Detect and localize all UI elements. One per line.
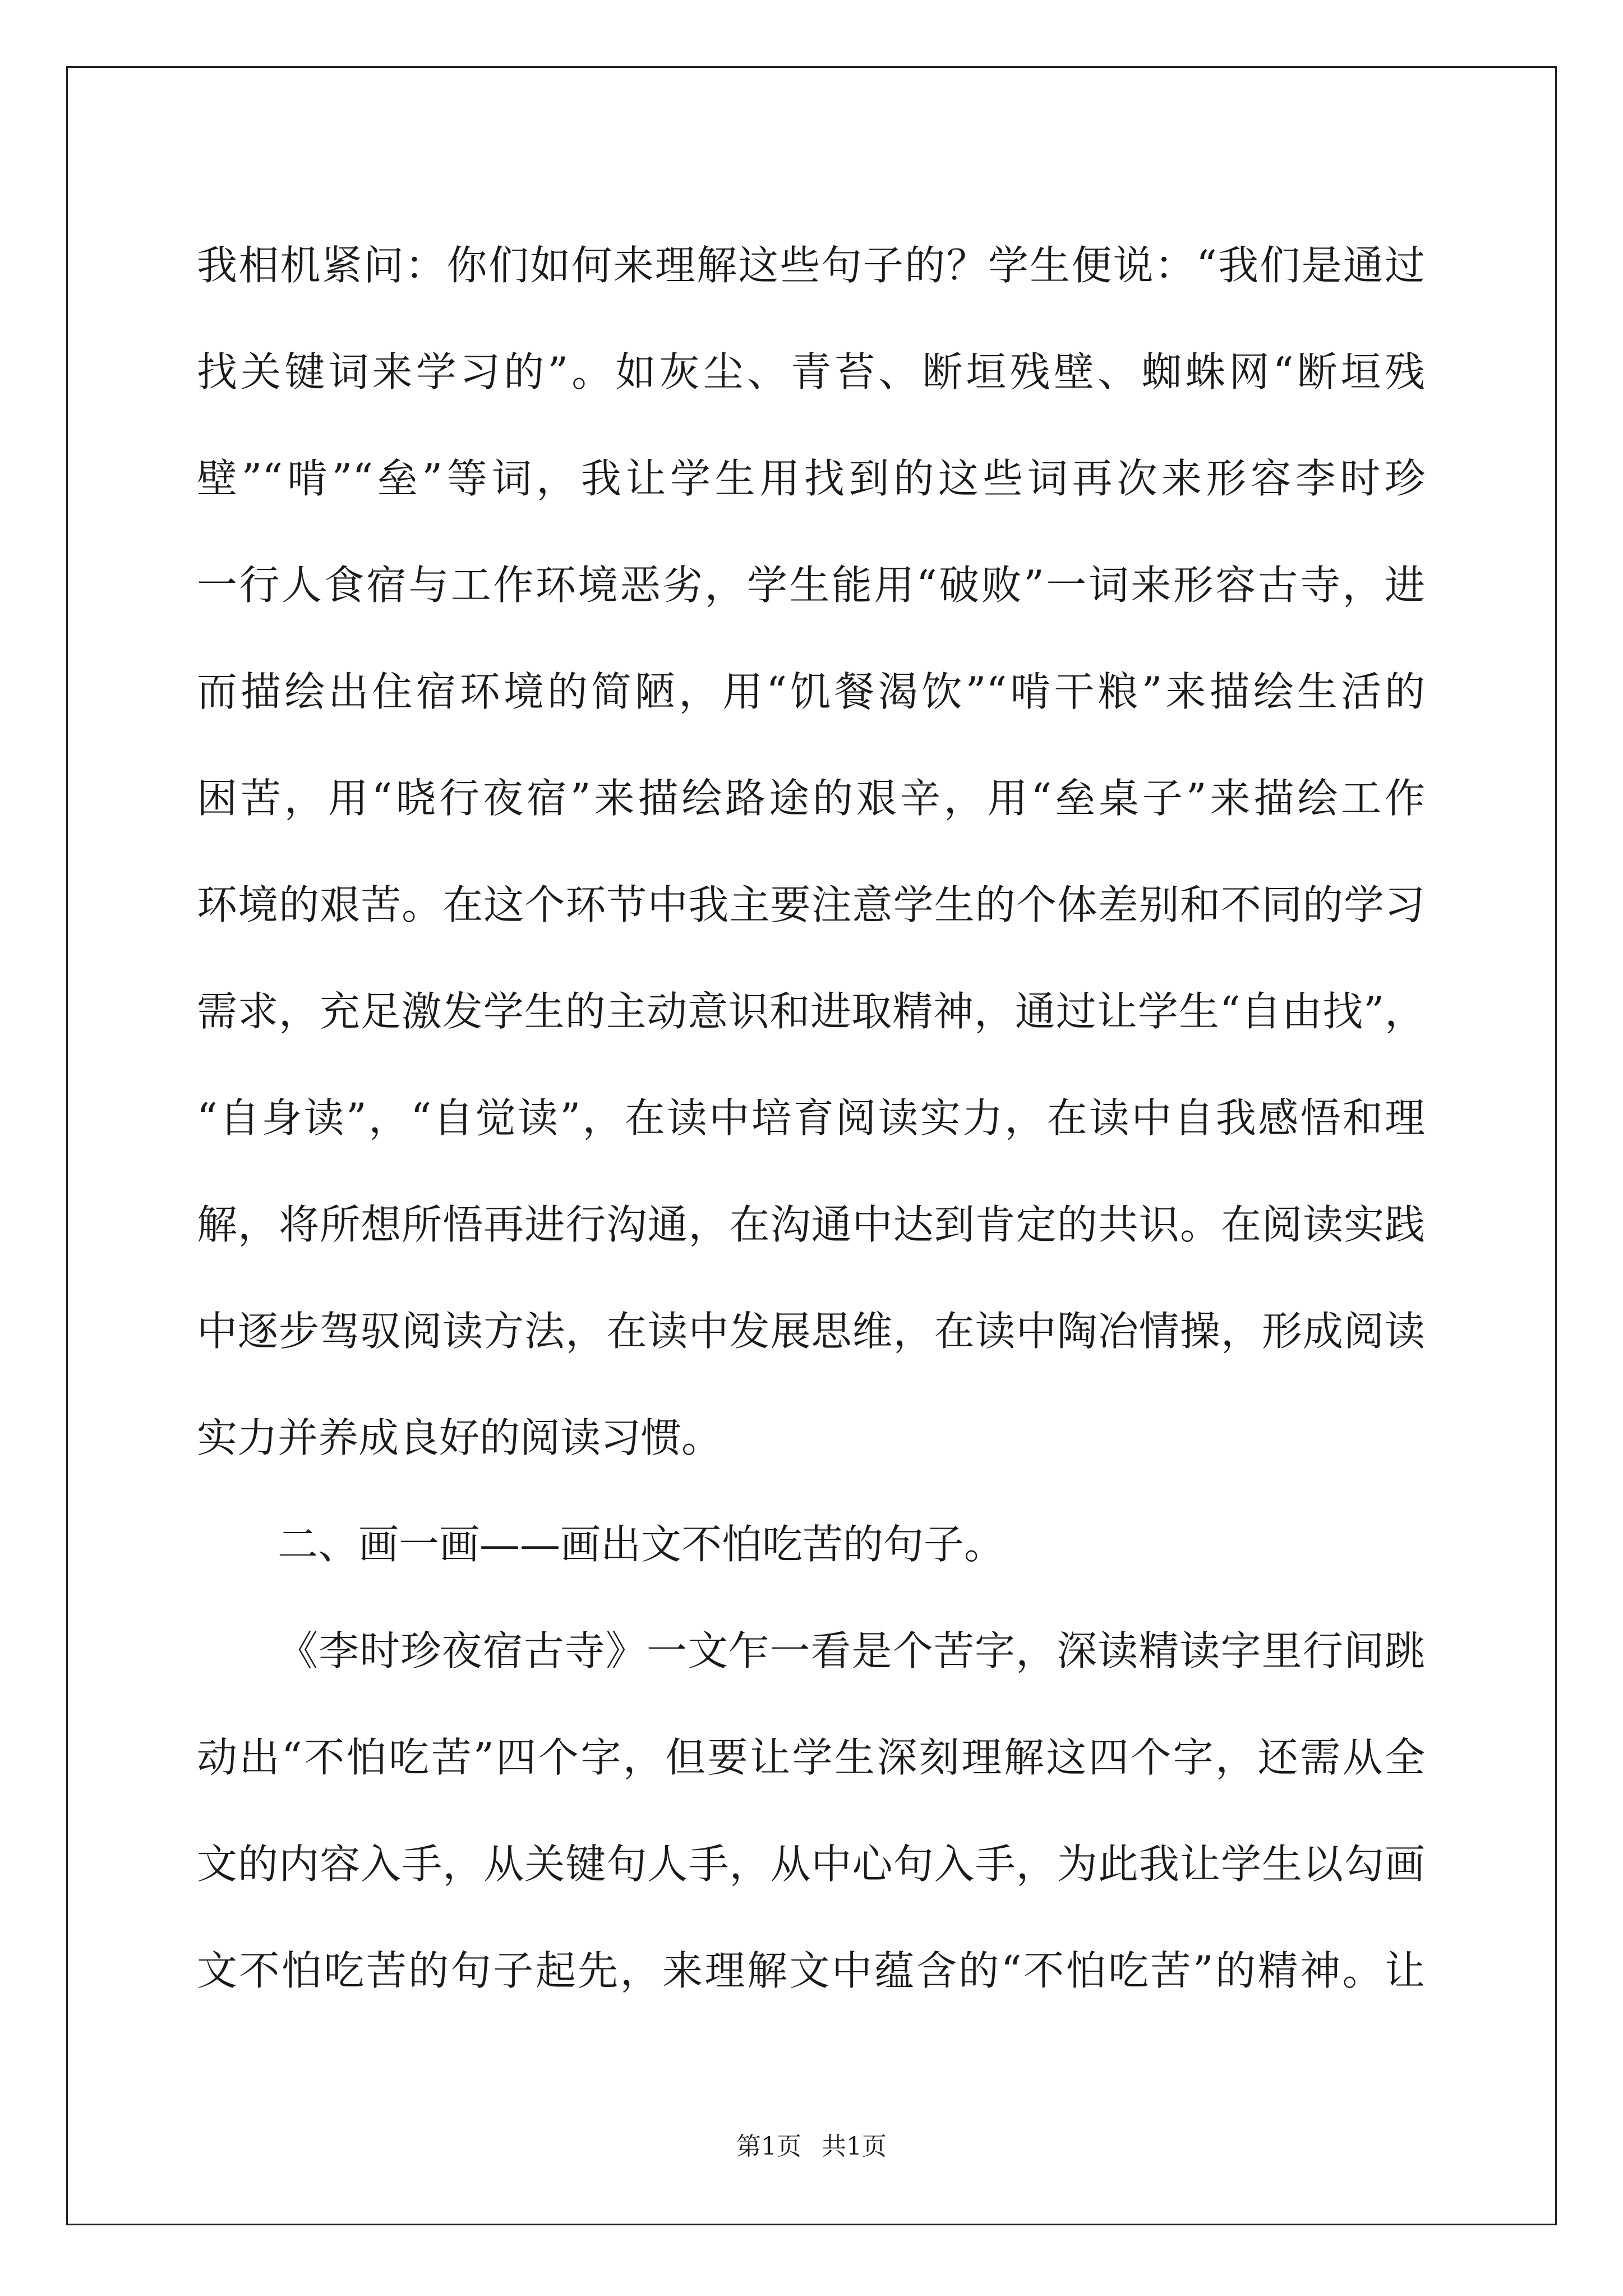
text-line: 文的内容入手，从关键句人手，从中心句入手，为此我让学生以勾画 (197, 1841, 1425, 1888)
text-line: 中逐步驾驭阅读方法，在读中发展思维，在读中陶冶情操，形成阅读 (197, 1308, 1425, 1355)
text-line: 文不怕吃苦的句子起先，来理解文中蕴含的“不怕吃苦”的精神。让 (197, 1947, 1425, 1994)
text-line: 而描绘出住宿环境的简陋，用“饥餐渴饮”“啃干粮”来描绘生活的 (197, 668, 1425, 715)
text-line: 我相机紧问：你们如何来理解这些句子的？学生便说：“我们是通过 (197, 242, 1425, 289)
text-line: 困苦，用“晓行夜宿”来描绘路途的艰辛，用“垒桌子”来描绘工作 (197, 775, 1425, 822)
text-line: 《李时珍夜宿古寺》一文乍一看是个苦字，深读精读字里行间跳 (278, 1627, 1425, 1674)
text-line: 动出“不怕吃苦”四个字，但要让学生深刻理解这四个字，还需从全 (197, 1734, 1425, 1781)
page-footer (0, 2126, 1623, 2162)
text-line: 找关键词来学习的”。如灰尘、青苔、断垣残壁、蜘蛛网“断垣残 (197, 348, 1425, 395)
text-line: 实力并养成良好的阅读习惯。 (197, 1414, 722, 1461)
section-heading: 二、画一画——画出文不怕吃苦的句子。 (278, 1521, 1005, 1568)
text-line: 解，将所想所悟再进行沟通，在沟通中达到肯定的共识。在阅读实践 (197, 1201, 1425, 1248)
body-text (197, 212, 1425, 2024)
text-line: 壁”“啃”“垒”等词，我让学生用找到的这些词再次来形容李时珍 (197, 455, 1425, 502)
text-line: 需求，充足激发学生的主动意识和进取精神，通过让学生“自由找”， (197, 988, 1425, 1035)
page-number: 第1页 (736, 2132, 801, 2161)
page-total: 共1页 (822, 2132, 887, 2161)
text-line: 环境的艰苦。在这个环节中我主要注意学生的个体差别和不同的学习 (197, 881, 1425, 928)
text-line: “自身读”，“自觉读”，在读中培育阅读实力，在读中自我感悟和理 (197, 1094, 1425, 1142)
text-line: 一行人食宿与工作环境恶劣，学生能用“破败”一词来形容古寺，进 (197, 562, 1425, 609)
